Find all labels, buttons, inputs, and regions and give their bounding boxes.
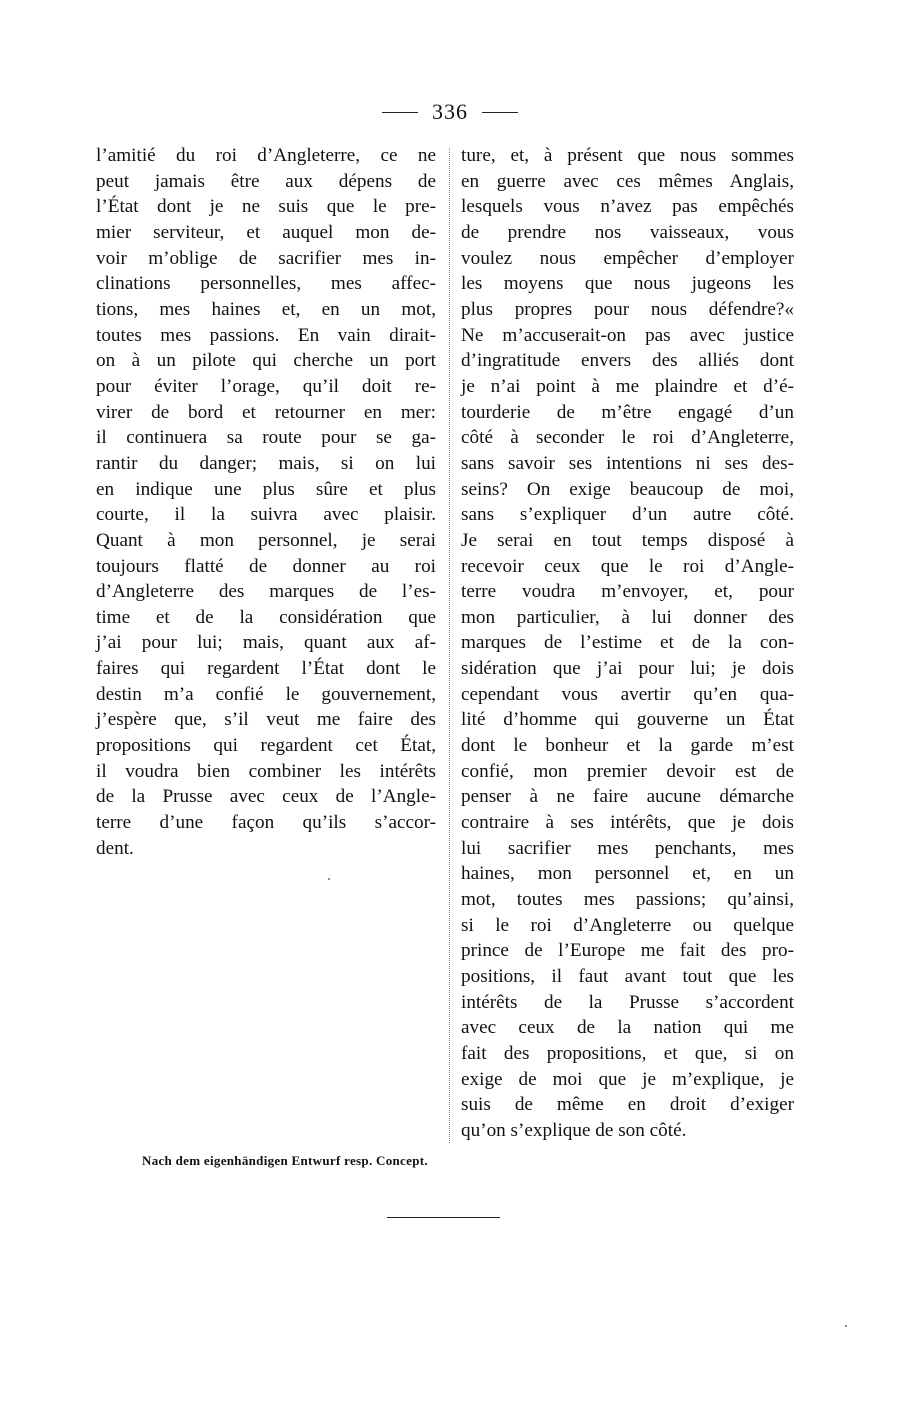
text-line: sans s’expliquer d’un autre côté.: [461, 504, 794, 526]
text-line: voulez nous empêcher d’employer: [461, 247, 794, 269]
text-line: destin m’a confié le gouvernement,: [96, 683, 436, 705]
text-line: time et de la considération que: [96, 606, 436, 628]
text-line: seins? On exige beaucoup de moi,: [461, 478, 794, 500]
text-line: mot, toutes mes passions; qu’ainsi,: [461, 889, 794, 911]
header-dash-right: [482, 112, 518, 113]
text-line: intérêts de la Prusse s’accordent: [461, 991, 794, 1013]
text-line: faires qui regardent l’État dont le: [96, 658, 436, 680]
text-line: clinations personnelles, mes affec-: [96, 273, 436, 295]
text-line: tourderie de m’être engagé d’un: [461, 401, 794, 423]
text-line: de la Prusse avec ceux de l’Angle-: [96, 786, 436, 808]
text-line: mon particulier, à lui donner des: [461, 606, 794, 628]
text-line: l’État dont je ne suis que le pre-: [96, 196, 436, 218]
text-line: plus propres pour nous défendre?«: [461, 298, 794, 320]
text-line: si le roi d’Angleterre ou quelque: [461, 914, 794, 936]
right-column: [461, 143, 794, 1144]
text-line: terre d’une façon qu’ils s’accor-: [96, 812, 436, 834]
text-line: mier serviteur, et auquel mon de-: [96, 221, 436, 243]
text-line: sidération que j’ai pour lui; je dois: [461, 658, 794, 680]
text-line: en indique une plus sûre et plus: [96, 478, 436, 500]
left-column: [96, 143, 436, 861]
text-line: Je serai en tout temps disposé à: [461, 529, 794, 551]
text-line: j’espère que, s’il veut me faire des: [96, 709, 436, 731]
text-line: toutes mes passions. En vain dirait-: [96, 324, 436, 346]
text-line: virer de bord et retourner en mer:: [96, 401, 436, 423]
text-line: Quant à mon personnel, je serai: [96, 529, 436, 551]
text-line: il continuera sa route pour se ga-: [96, 427, 436, 449]
text-line: rantir du danger; mais, si on lui: [96, 452, 436, 474]
end-rule: [387, 1217, 500, 1218]
text-line: lité d’homme qui gouverne un État: [461, 709, 794, 731]
text-line: côté à seconder le roi d’Angleterre,: [461, 427, 794, 449]
text-line: dont le bonheur et la garde m’est: [461, 735, 794, 757]
text-line: fait des propositions, et que, si on: [461, 1042, 794, 1064]
text-line: d’Angleterre des marques de l’es-: [96, 581, 436, 603]
text-line: suis de même en droit d’exiger: [461, 1094, 794, 1116]
text-line: tions, mes haines et, en un mot,: [96, 298, 436, 320]
text-line: l’amitié du roi d’Angleterre, ce ne: [96, 145, 436, 166]
page-header: [0, 96, 900, 128]
text-line: pour éviter l’orage, qu’il doit re-: [96, 375, 436, 397]
text-line: cependant vous avertir qu’en qua-: [461, 683, 794, 705]
text-line: dent.: [96, 837, 134, 859]
text-line: terre voudra m’envoyer, et, pour: [461, 581, 794, 603]
text-line: j’ai pour lui; mais, quant aux af-: [96, 632, 436, 654]
text-line: de prendre nos vaisseaux, vous: [461, 221, 794, 243]
text-line: propositions qui regardent cet État,: [96, 735, 436, 757]
text-line: recevoir ceux que le roi d’Angle-: [461, 555, 794, 577]
text-line: toujours flatté de donner au roi: [96, 555, 436, 577]
text-line: marques de l’estime et de la con-: [461, 632, 794, 654]
text-line: ture, et, à présent que nous sommes: [461, 145, 794, 166]
source-note: Nach dem eigenhändigen Entwurf resp. Concept.: [142, 1153, 428, 1168]
text-line: haines, mon personnel et, en un: [461, 863, 794, 885]
text-line: il voudra bien combiner les intérêts: [96, 760, 436, 782]
text-line: en guerre avec ces mêmes Anglais,: [461, 170, 794, 192]
text-line: les moyens que nous jugeons les: [461, 273, 794, 295]
text-line: exige de moi que je m’explique, je: [461, 1068, 794, 1090]
column-divider: [449, 148, 450, 1143]
text-line: avec ceux de la nation qui me: [461, 1017, 794, 1039]
text-line: courte, il la suivra avec plaisir.: [96, 504, 436, 526]
header-dash-left: [382, 112, 418, 113]
text-line: lui sacrifier mes penchants, mes: [461, 837, 794, 859]
page-number: 336: [432, 99, 468, 124]
text-line: prince de l’Europe me fait des pro-: [461, 940, 794, 962]
text-line: sans savoir ses intentions ni ses des-: [461, 452, 794, 474]
text-line: d’ingratitude envers des alliés dont: [461, 350, 794, 372]
text-line: je n’ai point à me plaindre et d’é-: [461, 375, 794, 397]
text-line: lesquels vous n’avez pas empêchés: [461, 196, 794, 218]
text-line: positions, il faut avant tout que les: [461, 966, 794, 987]
text-line: qu’on s’explique de son côté.: [461, 1119, 687, 1141]
text-line: peut jamais être aux dépens de: [96, 170, 436, 192]
text-line: Ne m’accuserait-on pas avec justice: [461, 324, 794, 346]
print-speck: [845, 1325, 847, 1327]
text-line: contraire à ses intérêts, que je dois: [461, 812, 794, 834]
text-line: penser à ne faire aucune démarche: [461, 786, 794, 808]
print-speck: [328, 878, 330, 880]
text-line: voir m’oblige de sacrifier mes in-: [96, 247, 436, 269]
text-line: confié, mon premier devoir est de: [461, 760, 794, 782]
text-line: on à un pilote qui cherche un port: [96, 350, 436, 372]
